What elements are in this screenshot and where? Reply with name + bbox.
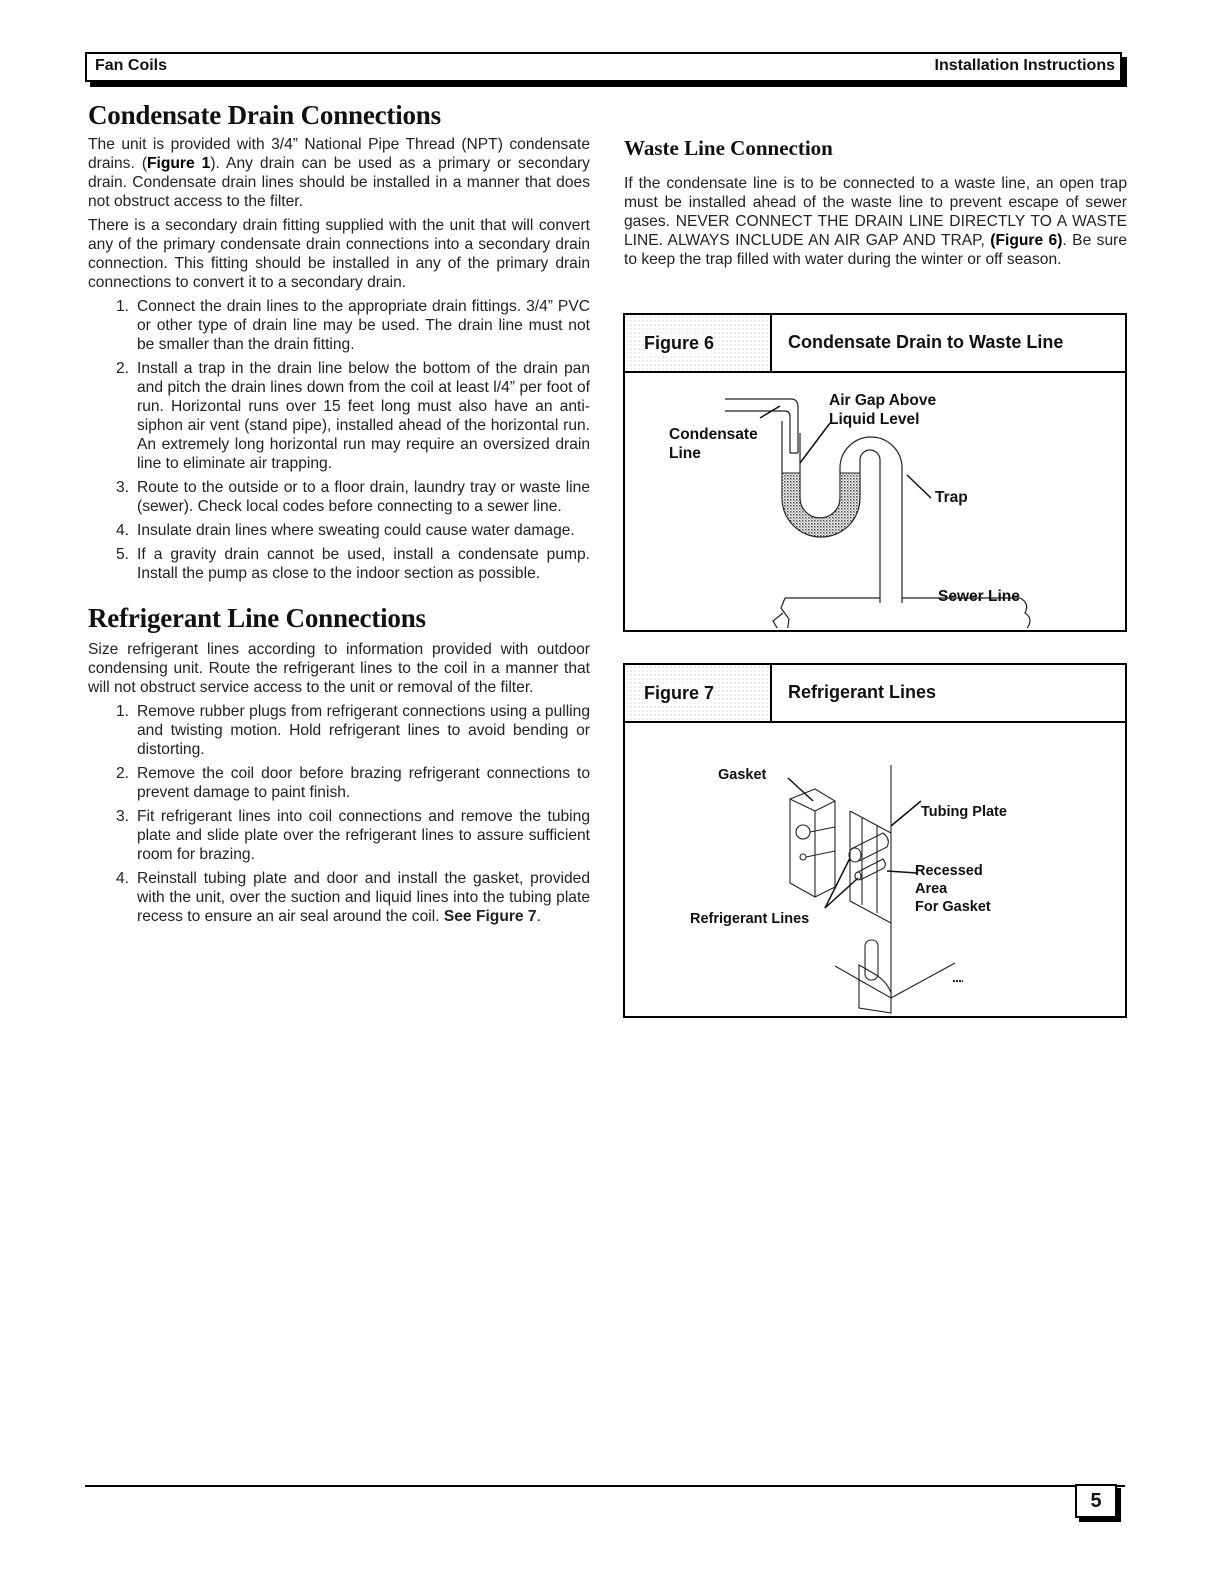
refrigerant-heading: Refrigerant Line Connections [88, 603, 426, 633]
list-item [88, 702, 590, 759]
label-recessed-area [915, 862, 991, 916]
text: ). Any drain can be used as a primary or secondary drain. Condensate drain lines should be installed in a manner that does not obstruct access to the filter. [88, 155, 590, 210]
step-text: Insulate drain lines where sweating could cause water damage. [137, 522, 575, 539]
step-text: Remove rubber plugs from refrigerant connections using a pulling and twisting motion. Hold refrigerant lines to avoid bending or distorting. [137, 703, 590, 758]
leader-lines [788, 778, 921, 908]
label-tubing-plate: Tubing Plate [921, 804, 1007, 820]
refrigerant-steps [88, 702, 590, 926]
condensate-steps [88, 297, 590, 583]
text: If the condensate line is to be connected to a waste line, an open trap must be installed ahead of the waste line to prevent escape of sewer gases. NEVER CONNECT THE DRAIN LINE DIRECTLY TO A WASTE LINE. ALWAYS INCLUDE AN AIR GAP AND TRAP, [624, 175, 1127, 249]
figure-7-number-box [625, 665, 772, 721]
step-number: 1. [116, 298, 130, 315]
figure-6-header [625, 315, 1125, 373]
figure-6 [623, 313, 1127, 632]
refrigerant-tubes [849, 833, 888, 880]
figure-7-number: Figure 7 [644, 683, 715, 703]
step-number: 1. [116, 703, 130, 720]
list-item [88, 359, 590, 473]
condensate-para-2: There is a secondary drain fitting supplied with the unit that will convert any of the primary condensate drain connections into a secondary drain connection. This fitting should be installed in any of the primary drain connections to convert it to a secondary drain. [88, 217, 590, 291]
condensate-heading: Condensate Drain Connections [88, 100, 441, 130]
label-condensate-line [669, 425, 758, 463]
header-product: Fan Coils [95, 57, 168, 74]
header-doc-type: Installation Instructions [934, 57, 1115, 74]
step-text: Fit refrigerant lines into coil connections and remove the tubing plate and slide plate over the refrigerant lines to assure sufficient room for brazing. [137, 808, 590, 863]
label-line: Air Gap Above [829, 392, 937, 409]
step-text: Route to the outside or to a floor drain, laundry tray or waste line (sewer). Check local codes before connecting to a sewer line. [137, 479, 590, 515]
figure-6-title: Condensate Drain to Waste Line [788, 332, 1064, 352]
step-text: Remove the coil door before brazing refrigerant connections to prevent damage to paint finish. [137, 765, 590, 801]
page-header [85, 52, 1122, 82]
label-sewer-line: Sewer Line [938, 588, 1020, 605]
trap-water [782, 473, 860, 537]
step-number: 2. [116, 360, 130, 377]
refrigerant-lines-diagram [625, 723, 1125, 1014]
label-line: For Gasket [915, 899, 991, 915]
label-line: Liquid Level [829, 411, 920, 428]
left-column [88, 100, 590, 926]
gasket-block [790, 789, 835, 897]
step-number: 4. [116, 870, 130, 887]
figure-reference: (Figure 6) [990, 232, 1063, 249]
condensate-para-1 [88, 135, 590, 211]
list-item [88, 764, 590, 802]
cabinet-slot [865, 940, 878, 980]
list-item [88, 807, 590, 864]
label-line: Line [669, 445, 701, 462]
label-line: Area [915, 881, 948, 897]
refrigerant-para-1: Size refrigerant lines according to information provided with outdoor condensing unit. Route the refrigerant lines to the coil in a manner that will not obstruct service access to the unit or removal of the filter. [88, 641, 590, 696]
list-item [88, 869, 590, 926]
figure-reference: See Figure 7 [443, 908, 537, 925]
label-line: Condensate [669, 426, 758, 443]
list-item [88, 521, 590, 540]
figure-6-diagram [625, 373, 1125, 630]
step-text: Reinstall tubing plate and door and install the gasket, provided with the unit, over the suction and liquid lines into the tubing plate recess to ensure an air seal around the coil. [137, 870, 590, 925]
label-line: Recessed [915, 863, 983, 879]
footer-rule [85, 1485, 1125, 1487]
figure-6-number: Figure 6 [644, 333, 715, 353]
waste-line-para [624, 174, 1127, 269]
figure-7 [623, 663, 1127, 1018]
step-number: 4. [116, 522, 130, 539]
label-gasket: Gasket [718, 767, 767, 783]
step-number: 3. [116, 479, 130, 496]
label-air-gap [829, 391, 936, 429]
step-number: 2. [116, 765, 130, 782]
figure-7-title: Refrigerant Lines [788, 682, 937, 702]
text: . Be sure to keep the trap filled with water during the winter or off season. [624, 232, 1127, 268]
step-text: Connect the drain lines to the appropriate drain fittings. 3/4” PVC or other type of drain line may be used. The drain line must not be smaller than the drain fitting. [137, 298, 590, 353]
text: The unit is provided with 3/4” National Pipe Thread (NPT) condensate drains. ( [88, 136, 590, 172]
label-trap: Trap [935, 489, 968, 506]
figure-reference: Figure 1 [147, 155, 211, 172]
step-number: 3. [116, 808, 130, 825]
step-text: If a gravity drain cannot be used, install a condensate pump. Install the pump as close to the indoor section as possible. [137, 546, 590, 582]
step-number: 5. [116, 546, 130, 563]
list-item [88, 297, 590, 354]
list-item [88, 478, 590, 516]
page-number: 5 [1075, 1484, 1117, 1518]
waste-line-heading: Waste Line Connection [624, 136, 833, 160]
figure-7-header [625, 665, 1125, 723]
right-column [624, 136, 1127, 269]
step-text: Install a trap in the drain line below the bottom of the drain pan and pitch the drain lines down from the coil at least l/4” per foot of run. Horizontal runs over 15 feet long must also have an anti-siphon air vent (stand pipe), installed ahead of the horizontal run. An extremely long horizontal run may require an oversized drain line to eliminate air trapping. [137, 360, 590, 472]
text: . [536, 908, 541, 925]
figure-7-diagram [625, 723, 1125, 1016]
label-refrigerant-lines: Refrigerant Lines [690, 911, 810, 927]
figure-6-number-box [625, 315, 772, 371]
list-item [88, 545, 590, 583]
